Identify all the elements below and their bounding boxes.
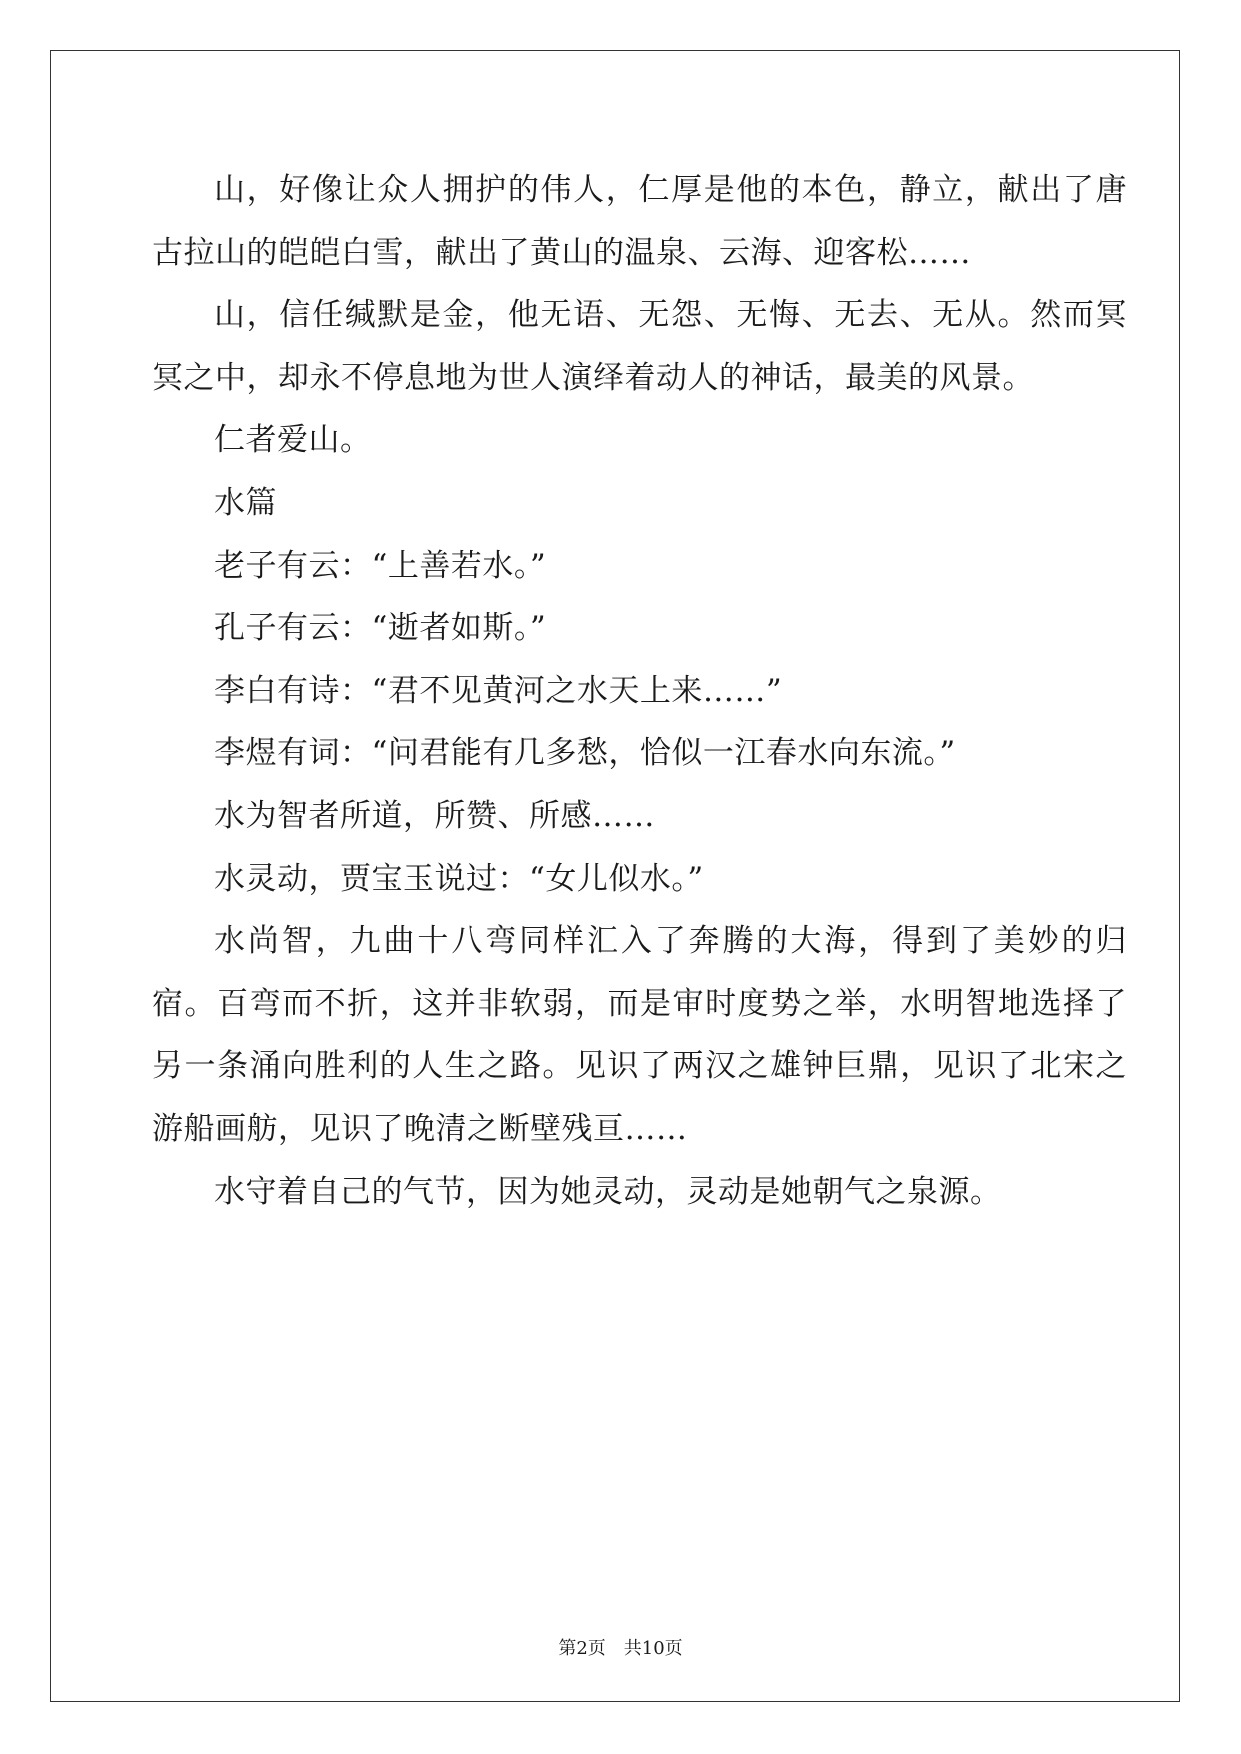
paragraph: 山，信任缄默是金，他无语、无怨、无悔、无去、无从。然而冥冥之中，却永不停息地为世人演绎着动人的神话，最美的风景。 <box>152 297 1127 396</box>
document-body <box>152 159 1127 1223</box>
total-pages: 10 <box>641 1638 665 1659</box>
section-heading: 水篇 <box>214 484 277 521</box>
page-number: 2 <box>576 1638 588 1659</box>
paragraph: 李煜有词：“问君能有几多愁，恰似一江春水向东流。” <box>214 735 956 772</box>
total-label-prefix: 共 <box>623 1638 642 1659</box>
paragraph: 仁者爱山。 <box>214 422 372 459</box>
paragraph: 孔子有云：“逝者如斯。” <box>214 610 547 647</box>
paragraph: 李白有诗：“君不见黄河之水天上来……” <box>214 672 783 709</box>
paragraph: 山，好像让众人拥护的伟人，仁厚是他的本色，静立，献出了唐古拉山的皑皑白雪，献出了黄山的温泉、云海、迎客松…… <box>152 172 1127 271</box>
paragraph: 水守着自己的气节，因为她灵动，灵动是她朝气之泉源。 <box>214 1173 1002 1210</box>
page-footer <box>0 1634 1241 1660</box>
page-label-prefix: 第 <box>558 1638 577 1659</box>
paragraph: 水尚智，九曲十八弯同样汇入了奔腾的大海，得到了美妙的归宿。百弯而不折，这并非软弱，而是审时度势之举，水明智地选择了另一条涌向胜利的人生之路。见识了两汉之雄钟巨鼎，见识了北宋之游船画舫，见识了晚清之断壁残亘…… <box>152 923 1127 1147</box>
paragraph: 水灵动，贾宝玉说过：“女儿似水。” <box>214 860 704 897</box>
paragraph: 老子有云：“上善若水。” <box>214 547 547 584</box>
paragraph: 水为智者所道，所赞、所感…… <box>214 797 655 834</box>
total-label-suffix: 页 <box>664 1638 683 1659</box>
page-label-suffix: 页 <box>587 1638 606 1659</box>
total-pages-indicator <box>624 1638 683 1659</box>
page-indicator <box>558 1638 605 1659</box>
